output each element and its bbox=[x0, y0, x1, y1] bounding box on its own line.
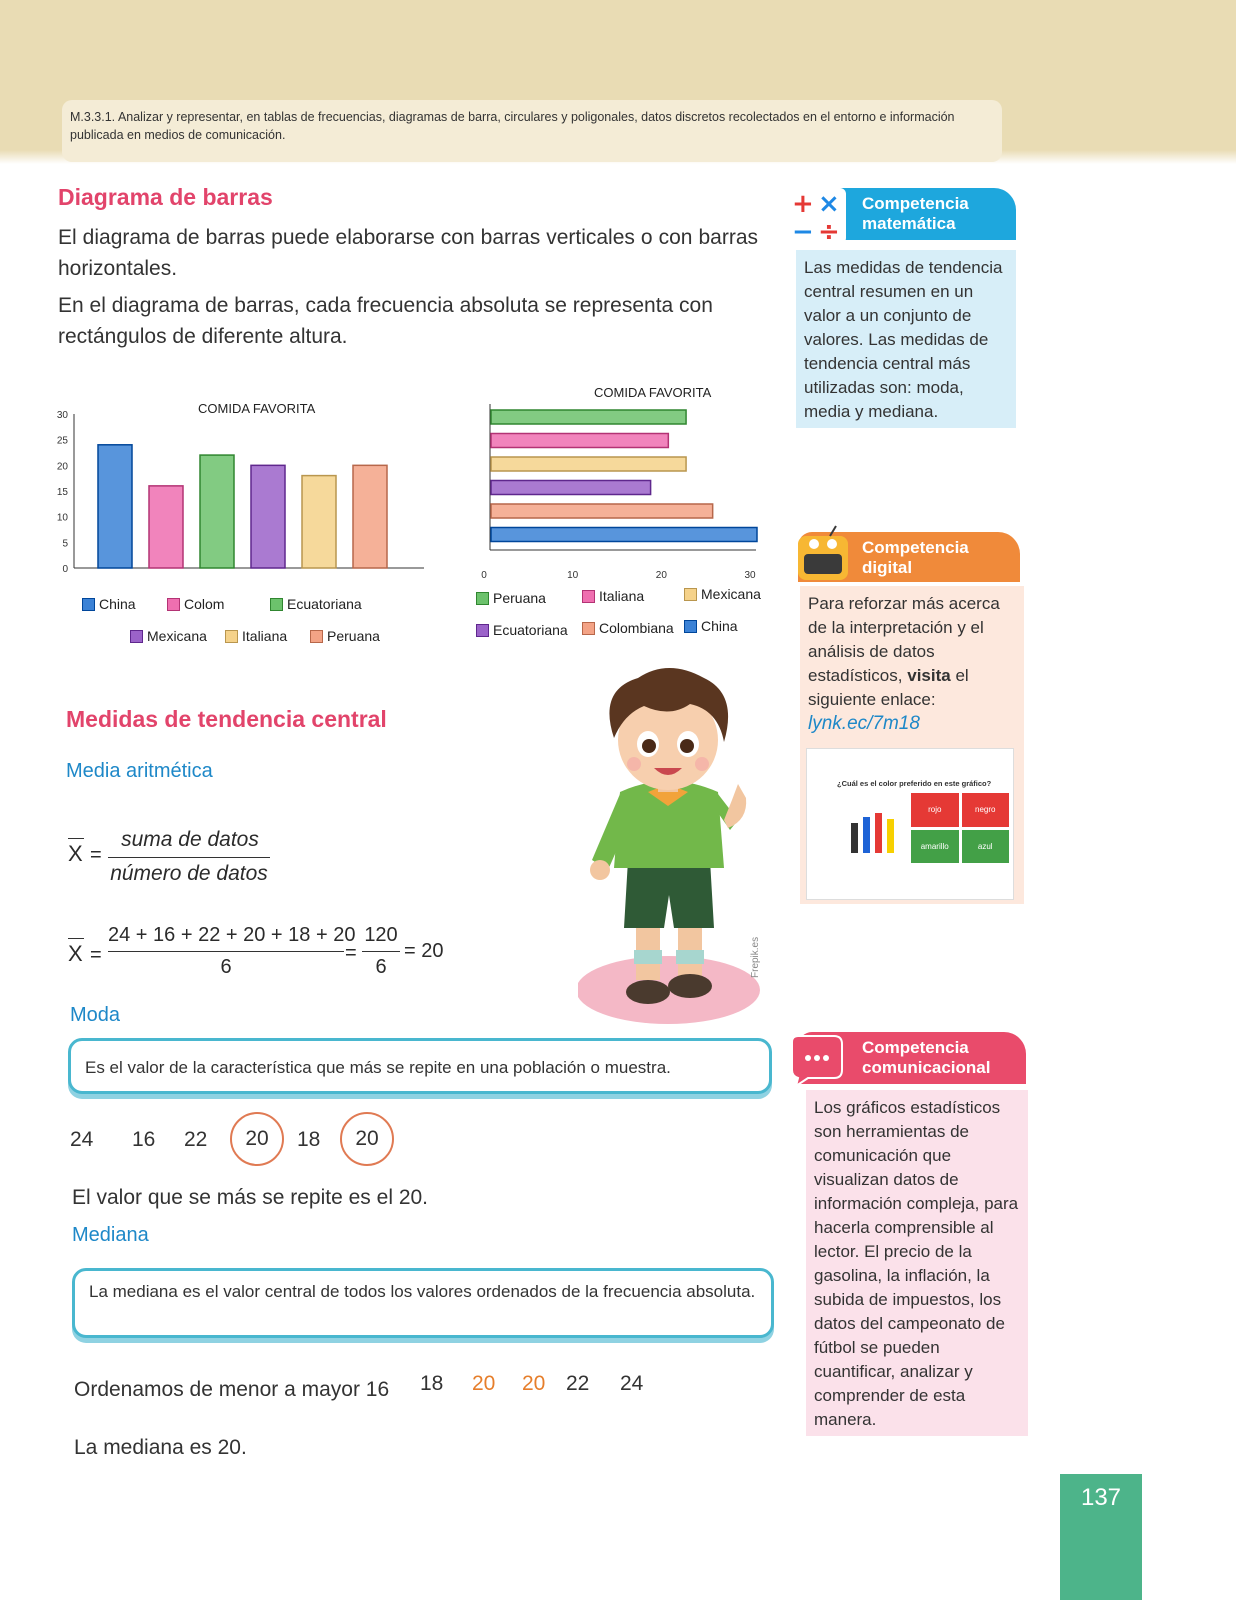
ordered-value-2: 20 bbox=[472, 1372, 496, 1395]
quiz-mini-chart bbox=[851, 803, 907, 853]
legend-label: Italiana bbox=[599, 588, 645, 604]
bar-peruana bbox=[353, 465, 387, 568]
mediana-definition: La mediana es el valor central de todos los valores ordenados de la frecuencia absoluta. bbox=[89, 1282, 756, 1301]
moda-result: El valor que se más se repite es el 20. bbox=[72, 1186, 429, 1209]
legend-item bbox=[684, 586, 761, 602]
moda-definition-box bbox=[68, 1038, 772, 1094]
legend-item bbox=[225, 628, 287, 644]
mini-bar bbox=[863, 817, 870, 853]
legend-label: Peruana bbox=[493, 590, 546, 606]
ordered-value-4: 22 bbox=[566, 1372, 590, 1395]
digital-competence-title-2: digital bbox=[862, 558, 913, 577]
bar-china bbox=[98, 445, 132, 568]
legend-swatch bbox=[582, 622, 595, 635]
legend-item bbox=[476, 590, 546, 606]
communication-competence-title-1: Competencia bbox=[862, 1038, 969, 1057]
mediana-definition-box bbox=[72, 1268, 774, 1338]
y-tick-label: 15 bbox=[56, 487, 68, 498]
legend-item bbox=[82, 596, 136, 612]
svg-text:+: + bbox=[792, 189, 814, 219]
equals-sign-2: = bbox=[90, 944, 102, 966]
bar-mexicana bbox=[251, 465, 285, 568]
moda-value-1: 24 bbox=[70, 1128, 94, 1151]
formula-fraction-line bbox=[108, 857, 270, 858]
horizontal-chart-legend bbox=[476, 586, 776, 646]
image-credit: Frepik.es bbox=[750, 936, 761, 978]
moda-value-4-circled bbox=[230, 1112, 284, 1166]
moda-definition: Es el valor de la característica que más se repite en una población o muestra. bbox=[85, 1058, 671, 1077]
digital-link[interactable]: lynk.ec/7m18 bbox=[808, 713, 920, 734]
legend-swatch bbox=[310, 630, 323, 643]
x-tick-label: 0 bbox=[481, 570, 487, 581]
math-competence-body: Las medidas de tendencia central resumen en un valor a un conjunto de valores. Las medidas de tendencia central más utilizadas son: moda, media y mediana. bbox=[796, 250, 1016, 428]
legend-label: Colom bbox=[184, 596, 225, 612]
y-tick-label: 30 bbox=[56, 410, 68, 421]
bar-paragraph-2: En el diagrama de barras, cada frecuencia absoluta se representa con rectángulos de diferente altura. bbox=[58, 294, 713, 348]
moda-value-4: 20 bbox=[245, 1127, 269, 1150]
quiz-options bbox=[911, 793, 1009, 863]
calc-fraction-line bbox=[108, 951, 344, 952]
legend-swatch bbox=[476, 624, 489, 637]
bar-china bbox=[491, 528, 757, 542]
y-tick-label: 0 bbox=[62, 564, 68, 575]
bar-italiana bbox=[491, 481, 651, 495]
math-competence-title-1: Competencia bbox=[862, 194, 969, 213]
mini-bar bbox=[887, 819, 894, 853]
digital-body-visit: visita bbox=[907, 666, 951, 685]
digital-competence-title-1: Competencia bbox=[862, 538, 969, 557]
equals-sign-3: = bbox=[345, 942, 357, 964]
legend-item bbox=[130, 628, 207, 644]
legend-label: China bbox=[99, 596, 136, 612]
legend-item bbox=[270, 596, 362, 612]
legend-label: Peruana bbox=[327, 628, 380, 644]
quiz-question: ¿Cuál es el color preferido en este gráfico? bbox=[837, 779, 992, 788]
vertical-chart-title: COMIDA FAVORITA bbox=[198, 401, 316, 416]
mediana-result: La mediana es 20. bbox=[74, 1436, 247, 1459]
legend-swatch bbox=[684, 588, 697, 601]
xbar-symbol-2: X bbox=[68, 938, 84, 967]
central-title: Medidas de tendencia central bbox=[66, 706, 387, 732]
equals-sign: = bbox=[90, 844, 102, 866]
bar-colombiana bbox=[491, 434, 668, 448]
bar-ecuatoriana bbox=[491, 504, 713, 518]
ordered-value-1: 18 bbox=[420, 1372, 444, 1395]
y-tick-label: 10 bbox=[56, 512, 68, 524]
calc-mid-denominator: 6 bbox=[375, 956, 387, 978]
legend-label: Colombiana bbox=[599, 620, 674, 636]
legend-item bbox=[582, 588, 644, 604]
bar-colom bbox=[149, 486, 183, 568]
calc-denominator: 6 bbox=[220, 956, 232, 978]
mini-bar bbox=[875, 813, 882, 853]
calc-mid-fraction-line bbox=[362, 951, 400, 952]
legend-label: Italiana bbox=[242, 628, 288, 644]
y-tick-label: 25 bbox=[56, 435, 68, 447]
legend-swatch bbox=[684, 620, 697, 633]
legend-item bbox=[684, 618, 738, 634]
legend-swatch bbox=[82, 598, 95, 611]
legend-item bbox=[582, 620, 674, 636]
legend-item bbox=[167, 596, 224, 612]
bar-ecuatoriana bbox=[200, 455, 234, 568]
bar-paragraph-1: El diagrama de barras puede elaborarse con barras verticales o con barras horizontales. bbox=[58, 226, 758, 280]
math-operators-icon bbox=[788, 186, 850, 246]
legend-item bbox=[310, 628, 380, 644]
legend-swatch bbox=[476, 592, 489, 605]
calc-numerator: 24 + 16 + 22 + 20 + 18 + 20 bbox=[108, 924, 356, 946]
legend-swatch bbox=[130, 630, 143, 643]
quiz-option-negro[interactable]: negro bbox=[962, 793, 1010, 827]
digital-body-text: Para reforzar más acerca de la interpretación y el análisis de datos estadísticos, bbox=[808, 594, 1000, 685]
x-tick-label: 10 bbox=[567, 570, 579, 581]
horizontal-chart-title: COMIDA FAVORITA bbox=[594, 385, 712, 400]
vertical-bar-chart bbox=[50, 400, 440, 580]
curriculum-standard: M.3.3.1. Analizar y representar, en tablas de frecuencias, diagramas de barra, circulares y poligonales, datos discretos recolectados en el entorno e información publicada en medios de comunicación. bbox=[62, 100, 1002, 162]
ordered-value-5: 24 bbox=[620, 1372, 644, 1395]
legend-swatch bbox=[582, 590, 595, 603]
legend-item bbox=[476, 622, 568, 638]
bar-section-title: Diagrama de barras bbox=[58, 184, 273, 210]
moda-value-3: 22 bbox=[184, 1128, 208, 1151]
legend-label: Ecuatoriana bbox=[287, 596, 362, 612]
media-title: Media aritmética bbox=[66, 760, 213, 782]
y-tick-label: 5 bbox=[62, 538, 68, 550]
quiz-option-rojo[interactable]: rojo bbox=[911, 793, 959, 827]
legend-label: Ecuatoriana bbox=[493, 622, 568, 638]
svg-text:×: × bbox=[818, 189, 840, 219]
formula-numerator: suma de datos bbox=[121, 828, 259, 851]
communication-competence-body: Los gráficos estadísticos son herramientas de comunicación que visualizan datos de información compleja, para hacerla comprensible al lector. El precio de la gasolina, la inflación, la subida de impuestos, los datos del campeonato de fútbol se pueden cuantificar, analizar y comprender de esta manera. bbox=[806, 1090, 1028, 1436]
boy-illustration bbox=[578, 660, 778, 1030]
moda-title: Moda bbox=[70, 1004, 121, 1026]
vertical-chart-legend bbox=[82, 596, 412, 656]
svg-text:÷: ÷ bbox=[818, 217, 840, 246]
bar-peruana bbox=[491, 410, 686, 424]
horizontal-bar-chart bbox=[476, 400, 772, 586]
calc-mid-numerator: 120 bbox=[364, 924, 398, 946]
quiz-thumbnail bbox=[806, 748, 1014, 900]
x-tick-label: 20 bbox=[655, 570, 667, 581]
quiz-option-amarillo[interactable]: amarillo bbox=[911, 830, 959, 864]
mini-bar bbox=[851, 823, 858, 853]
moda-value-6-circled bbox=[340, 1112, 394, 1166]
moda-value-5: 18 bbox=[297, 1128, 321, 1151]
formula-denominator: número de datos bbox=[110, 862, 268, 885]
mediana-title: Mediana bbox=[72, 1224, 149, 1246]
robot-icon bbox=[792, 524, 854, 586]
bar-mexicana bbox=[491, 457, 686, 471]
calc-result: = 20 bbox=[404, 940, 444, 962]
math-competence-title-2: matemática bbox=[862, 214, 956, 233]
moda-value-6: 20 bbox=[355, 1127, 379, 1150]
x-tick-label: 30 bbox=[744, 570, 756, 581]
bar-italiana bbox=[302, 476, 336, 568]
digital-body-text-2: el siguiente enlace: bbox=[808, 666, 969, 709]
legend-label: Mexicana bbox=[147, 628, 207, 644]
svg-text:−: − bbox=[792, 217, 814, 246]
legend-label: Mexicana bbox=[701, 586, 761, 602]
legend-label: China bbox=[701, 618, 738, 634]
page-number: 137 bbox=[1060, 1474, 1142, 1600]
speech-bubble-icon bbox=[786, 1034, 846, 1086]
ordered-value-3: 20 bbox=[522, 1372, 546, 1395]
moda-value-2: 16 bbox=[132, 1128, 156, 1151]
xbar-symbol: X bbox=[68, 838, 84, 867]
ordered-label: Ordenamos de menor a mayor 16 bbox=[74, 1378, 390, 1401]
legend-swatch bbox=[167, 598, 180, 611]
legend-swatch bbox=[225, 630, 238, 643]
y-tick-label: 20 bbox=[56, 461, 68, 473]
communication-competence-title-2: comunicacional bbox=[862, 1058, 991, 1077]
quiz-option-azul[interactable]: azul bbox=[962, 830, 1010, 864]
legend-swatch bbox=[270, 598, 283, 611]
